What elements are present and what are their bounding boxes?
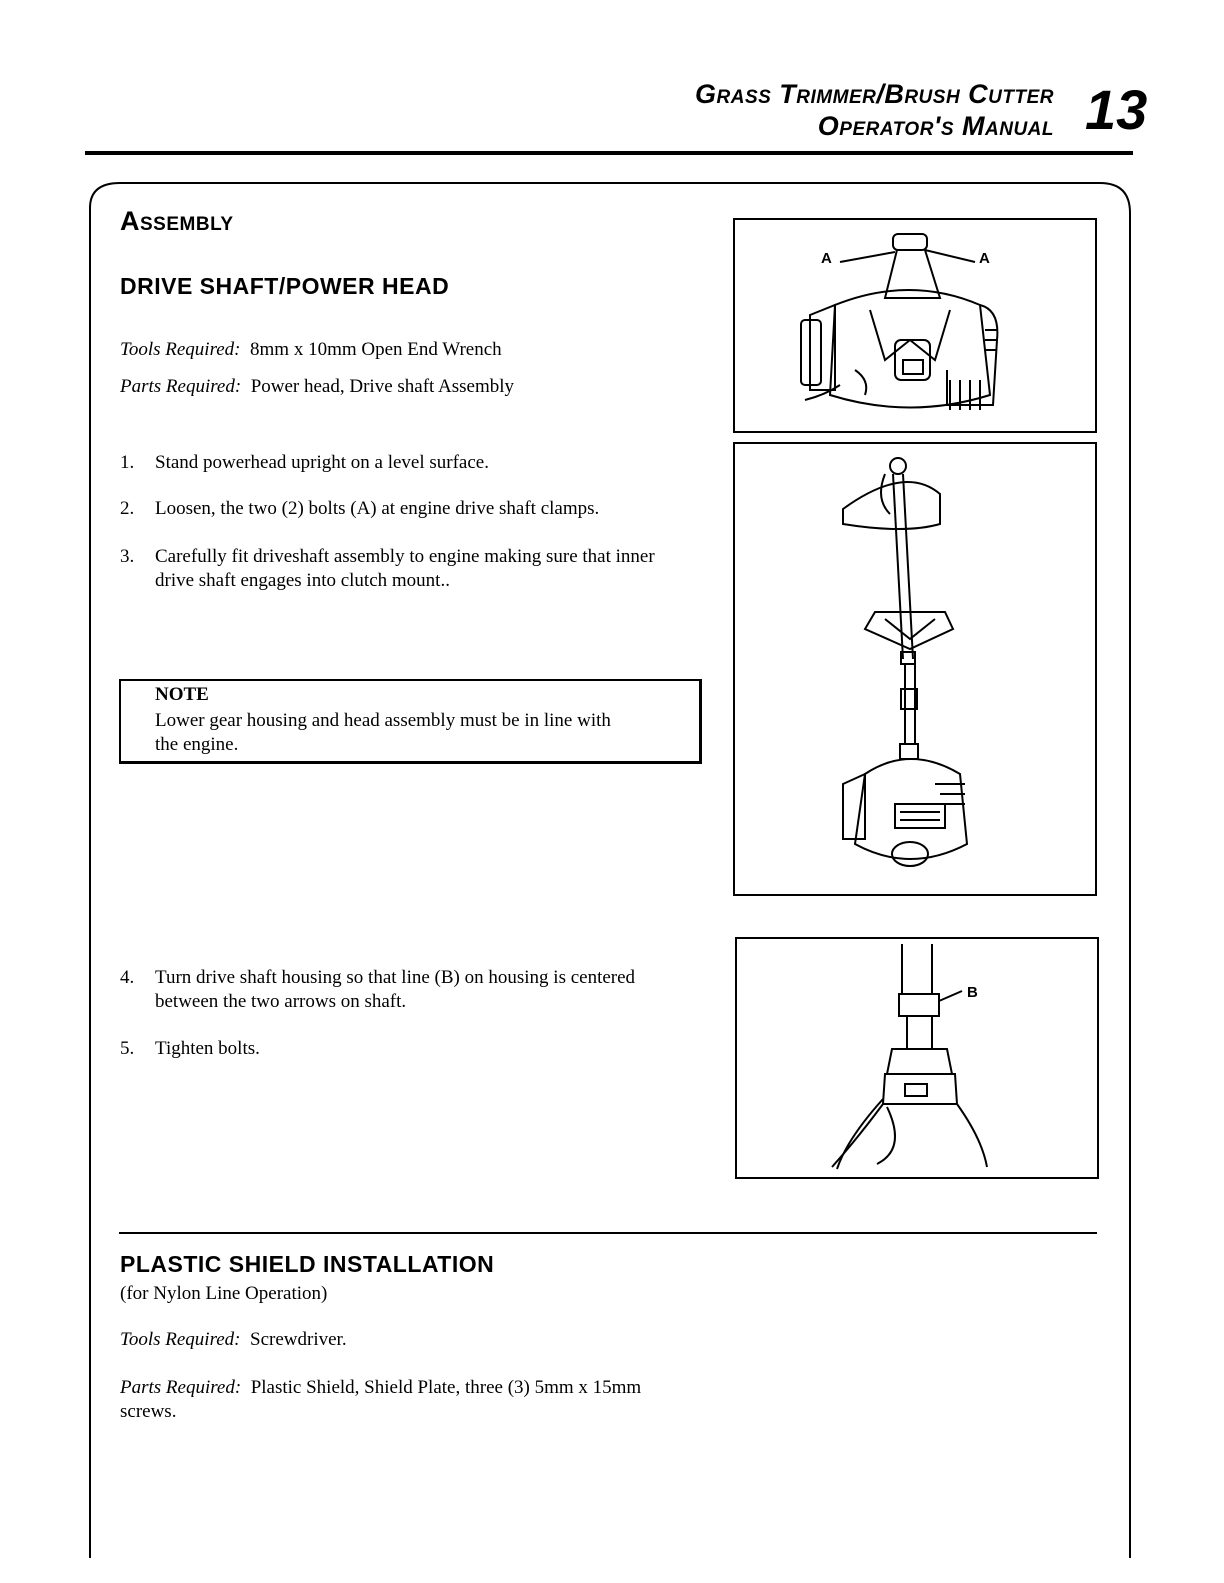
figure-power-head (733, 218, 1097, 433)
label-b: B (967, 984, 978, 1001)
figure-shaft-alignment (735, 937, 1099, 1179)
shield-tools-value: Screwdriver. (250, 1329, 347, 1350)
step-text: Turn drive shaft housing so that line (B) on housing is centered between the two arrows on shaft. (155, 967, 636, 1012)
plastic-shield-title: PLASTIC SHIELD INSTALLATION (120, 1251, 495, 1277)
manual-title-line1: Grass Trimmer/Brush Cutter (695, 79, 1054, 109)
shaft-housing-illustration (737, 939, 1097, 1177)
shield-parts-label: Parts Required: (120, 1377, 242, 1398)
parts-required-label: Parts Required: (120, 376, 242, 397)
parts-required-value: Power head, Drive shaft Assembly (250, 376, 515, 397)
section-title: Assembly (120, 206, 234, 236)
header-divider (85, 151, 1133, 155)
figure-full-trimmer (733, 442, 1097, 896)
drive-shaft-title: DRIVE SHAFT/POWER HEAD (120, 273, 450, 299)
trimmer-illustration (735, 444, 1095, 894)
shield-parts-required (120, 1376, 700, 1424)
tools-required-value: 8mm x 10mm Open End Wrench (250, 339, 502, 360)
note-heading: NOTE (155, 684, 209, 705)
manual-title (695, 78, 1054, 142)
step-text: Loosen, the two (2) bolts (A) at engine drive shaft clamps. (155, 498, 600, 519)
shield-parts-value: Plastic Shield, Shield Plate, three (3) 5mm x 15mm screws. (120, 1377, 642, 1422)
label-a-left: A (821, 250, 832, 267)
step-number: 2. (120, 498, 135, 519)
section-divider (119, 1232, 1097, 1234)
plastic-shield-subtitle: (for Nylon Line Operation) (120, 1283, 328, 1304)
tools-required (120, 338, 502, 362)
shield-tools-label: Tools Required: (120, 1329, 241, 1350)
note-text: Lower gear housing and head assembly must be in line with the engine. (155, 710, 611, 755)
step-text: Stand powerhead upright on a level surface. (155, 452, 489, 473)
shield-tools-required (120, 1328, 347, 1352)
step-number: 1. (120, 452, 135, 473)
tools-required-label: Tools Required: (120, 339, 241, 360)
note-box (119, 679, 702, 764)
step-text: Carefully fit driveshaft assembly to engine making sure that inner drive shaft engages into clutch mount.. (155, 546, 655, 591)
page-number: 13 (1085, 78, 1148, 141)
step-number: 3. (120, 546, 135, 567)
step-number: 5. (120, 1038, 135, 1059)
power-head-illustration (735, 220, 1095, 431)
step-number: 4. (120, 967, 135, 988)
parts-required (120, 375, 514, 399)
step-text: Tighten bolts. (155, 1038, 260, 1059)
manual-title-line2: Operator's Manual (817, 111, 1054, 141)
label-a-right: A (979, 250, 990, 267)
